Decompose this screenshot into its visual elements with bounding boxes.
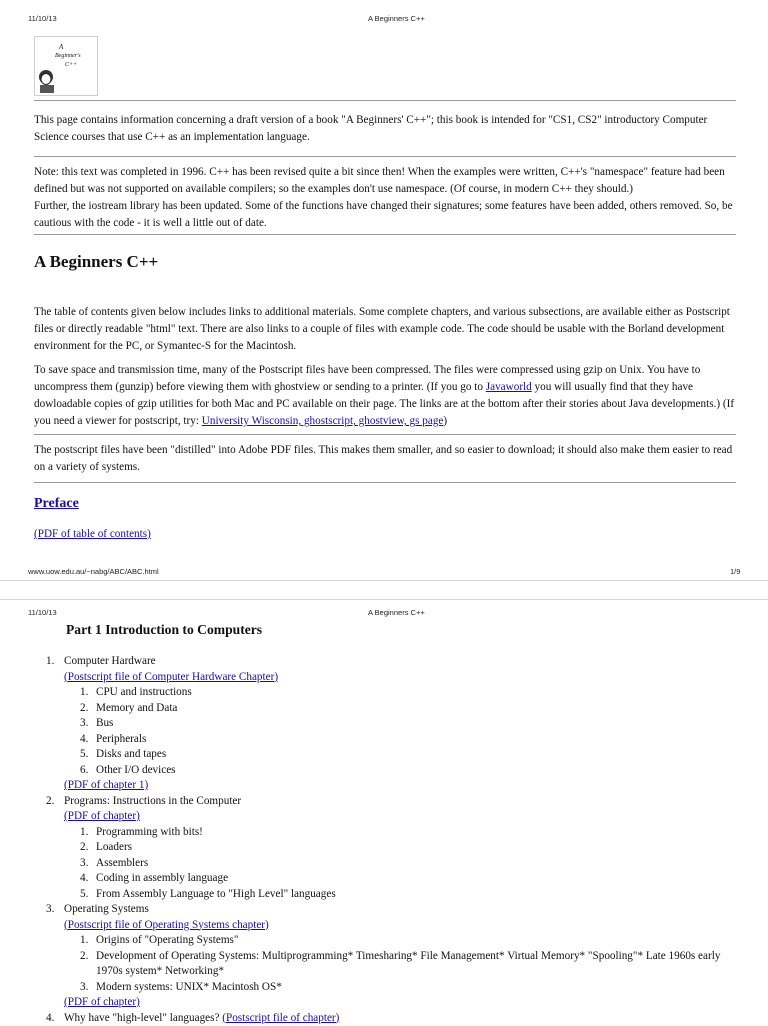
note-paragraph: Note: this text was completed in 1996. C++ has been revised quite a bit since then! When the examples were written, C++'s "namespace" feature had been defined but was not supported on available compilers; so the examples don't use namespace. (Of course, in modern C++ they should.) — [34, 164, 736, 198]
rule-3 — [34, 234, 736, 235]
chapter-1-postscript-link[interactable]: (Postscript file of Computer Hardware Chapter) — [64, 671, 278, 683]
chapter-4-number: 4. — [46, 1011, 54, 1026]
list-item: 1. Programming with bits! — [96, 825, 740, 841]
author-caricature-icon — [36, 67, 58, 93]
chapter-3-number: 3. — [46, 902, 54, 918]
logo-text-a: A — [59, 43, 63, 51]
list-item: 5. From Assembly Language to "High Level" languages — [96, 887, 740, 903]
list-item: 2. Development of Operating Systems: Multiprogramming* Timesharing* File Management* Virtual Memory* "Spooling"* Late 1960s early 1970s system* Networking* — [96, 949, 740, 980]
page2-header-title: A Beginners C++ — [368, 608, 425, 617]
chapter-2-sections — [64, 825, 740, 903]
rule-4 — [34, 434, 736, 435]
page-separator — [0, 580, 768, 600]
compression-paragraph — [34, 362, 736, 430]
toc-intro-paragraph: The table of contents given below includes links to additional materials. Some complete chapters, and various subsections, are available either as Postscript files or directly readable "html" text. There are also links to a couple of files with example code. The code should be usable with the Borland development environment for the PC, or Symantec-S for the Macintosh. — [34, 304, 736, 355]
list-item: 5. Disks and tapes — [96, 747, 740, 763]
table-of-contents — [40, 654, 740, 1026]
part-1-heading: Part 1 Introduction to Computers — [66, 622, 262, 638]
rule-2 — [34, 156, 736, 157]
chapter-3-postscript-link[interactable]: (Postscript file of Operating Systems chapter) — [64, 919, 269, 931]
chapter-3-sections — [64, 933, 740, 995]
list-item: 3. Modern systems: UNIX* Macintosh OS* — [96, 980, 740, 996]
page1-header-title: A Beginners C++ — [368, 14, 425, 23]
chapter-2-pdf-link[interactable]: (PDF of chapter) — [64, 810, 140, 822]
chapter-4-title: Why have "high-level" languages? — [64, 1012, 219, 1024]
page1-footer-page: 1/9 — [730, 567, 740, 576]
list-item: 4. Peripherals — [96, 732, 740, 748]
preface-link[interactable]: Preface — [34, 496, 79, 512]
list-item: 1. Origins of "Operating Systems" — [96, 933, 740, 949]
chapter-3-pdf-link[interactable]: (PDF of chapter) — [64, 996, 140, 1008]
compression-text-a: To save space and transmission time, many of the Postscript files have been compressed. The files were compressed using gzip on Unix. You have to uncompress them (gunzip) before viewing them with ghostview or sending to a printer. (If you go to — [34, 364, 700, 393]
intro-paragraph: This page contains information concerning a draft version of a book "A Beginners' C++"; this book is intended for "CS1, CS2" introductory Computer Science courses that use C++ as an implementation language. — [34, 112, 736, 146]
chapter-3-title: Operating Systems — [64, 902, 740, 918]
chapter-1 — [40, 654, 740, 794]
rule-5 — [34, 482, 736, 483]
chapter-2 — [40, 794, 740, 903]
list-item: 2. Loaders — [96, 840, 740, 856]
page1-footer-url: www.uow.edu.au/~nabg/ABC/ABC.html — [28, 567, 159, 576]
chapter-1-number: 1. — [46, 654, 54, 670]
compression-text-b: you will usually find that they have dowloadable copies of gzip utilities for both Mac and PC available on their page. The links are at the bottom after their stories about Java developments.) (If you need a viewer for postscript, try: — [34, 381, 734, 427]
list-item: 2. Memory and Data — [96, 701, 740, 717]
chapter-1-pdf-link[interactable]: (PDF of chapter 1) — [64, 779, 148, 791]
rule-1 — [34, 100, 736, 101]
chapter-2-title: Programs: Instructions in the Computer — [64, 794, 740, 810]
compression-text-c: ) — [443, 415, 447, 427]
list-item: 3. Bus — [96, 716, 740, 732]
page2-header-date: 11/10/13 — [28, 608, 57, 617]
page1-header-date: 11/10/13 — [28, 14, 57, 23]
note-paragraph-2: Further, the iostream library has been updated. Some of the functions have changed their signatures; some features have been added, others removed. So, be cautious with the code - it is well a little out of date. — [34, 198, 736, 232]
chapter-1-sections — [64, 685, 740, 778]
pdf-toc-link[interactable]: (PDF of table of contents) — [34, 528, 151, 540]
logo-text-beginners: Beginner's — [55, 53, 81, 59]
chapter-1-title: Computer Hardware — [64, 654, 740, 670]
chapter-3 — [40, 902, 740, 1011]
logo-text-cpp: C++ — [65, 62, 77, 68]
list-item: 6. Other I/O devices — [96, 763, 740, 779]
postscript-viewer-link[interactable]: University Wisconsin, ghostscript, ghostview, gs page — [202, 415, 444, 427]
javaworld-link[interactable]: Javaworld — [486, 381, 532, 393]
list-item: 3. Assemblers — [96, 856, 740, 872]
chapter-4-postscript-link[interactable]: (Postscript file of chapter) — [222, 1012, 339, 1024]
distilled-paragraph: The postscript files have been "distilled" into Adobe PDF files. This makes them smaller, and so easier to download; it should also make them easier to read on a variety of systems. — [34, 442, 736, 476]
list-item: 1. CPU and instructions — [96, 685, 740, 701]
page-title: A Beginners C++ — [34, 252, 158, 272]
book-logo — [34, 36, 98, 96]
chapter-2-number: 2. — [46, 794, 54, 810]
list-item: 4. Coding in assembly language — [96, 871, 740, 887]
